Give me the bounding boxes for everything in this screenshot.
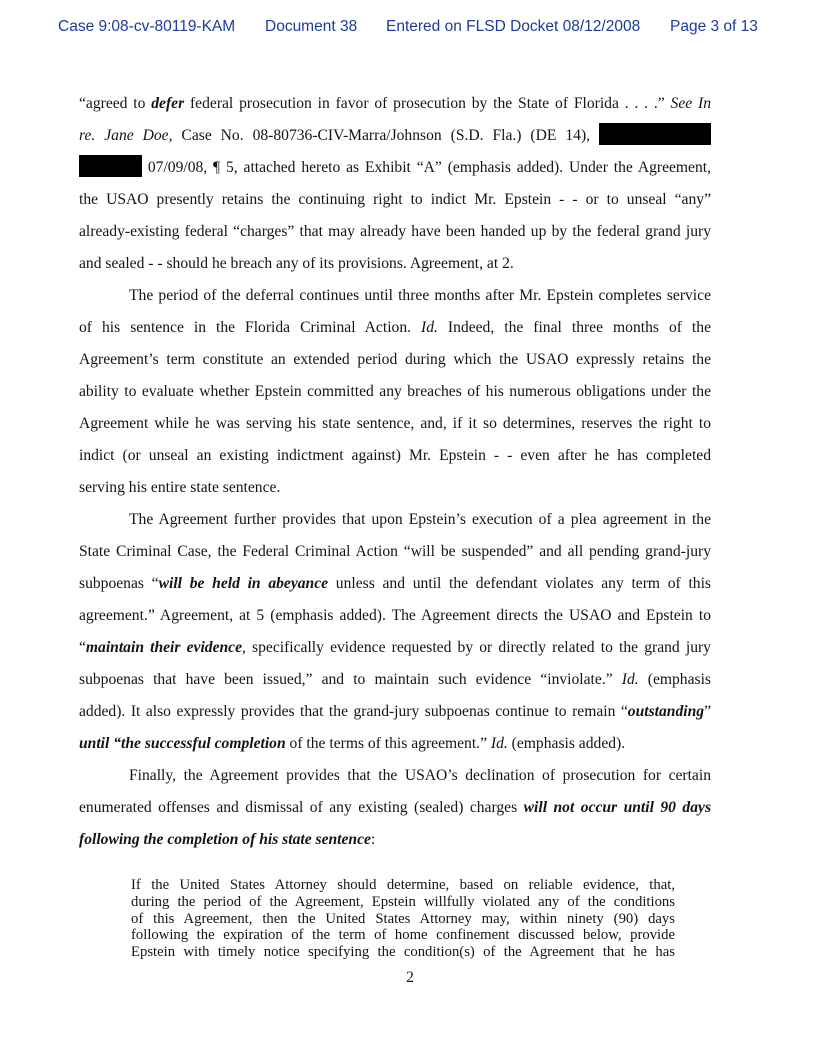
p2-line-5: Agreement while he was serving his state sentence, and, if it so determines, reserves the right to — [79, 415, 711, 432]
p3-line-4: agreement.” Agreement, at 5 (emphasis added). The Agreement directs the USAO and Epstein to — [79, 607, 711, 624]
quote-line: following the expiration of the term of home confinement discussed below, provide — [131, 927, 675, 944]
p3-line-6: subpoenas that have been issued,” and to maintain such evidence “inviolate.” Id. (emphasis — [79, 671, 711, 688]
p2-line-1: The period of the deferral continues until three months after Mr. Epstein completes service — [129, 287, 711, 304]
redaction-block — [79, 155, 142, 177]
p3-line-5: “maintain their evidence, specifically evidence requested by or directly related to the grand jury — [79, 639, 711, 656]
p1-line-4: the USAO presently retains the continuing right to indict Mr. Epstein - - or to unseal “any” — [79, 191, 711, 208]
p4-line-1: Finally, the Agreement provides that the USAO’s declination of prosecution for certain — [129, 767, 711, 784]
body-text — [79, 88, 711, 856]
p4-line-3: following the completion of his state sentence: — [79, 831, 376, 848]
p3-line-3: subpoenas “will be held in abeyance unless and until the defendant violates any term of this — [79, 575, 711, 592]
p1-line-2: re. Jane Doe, Case No. 08-80736-CIV-Marra/Johnson (S.D. Fla.) (DE 14), — [79, 120, 711, 152]
p1-line-1: “agreed to defer federal prosecution in favor of prosecution by the State of Florida . . . .” See In — [79, 95, 711, 112]
quote-line: If the United States Attorney should determine, based on reliable evidence, that, — [131, 877, 675, 893]
p2-line-2: of his sentence in the Florida Criminal Action. Id. Indeed, the final three months of the — [79, 319, 711, 336]
page-number: 2 — [406, 969, 414, 986]
block-quote — [131, 877, 675, 961]
p3-line-8: until “the successful completion of the terms of this agreement.” Id. (emphasis added). — [79, 735, 626, 752]
page-count: Page 3 of 13 — [670, 18, 758, 35]
quote-line: during the period of the Agreement, Epstein willfully violated any of the conditions — [131, 893, 675, 910]
docket-entry: Entered on FLSD Docket 08/12/2008 — [386, 18, 641, 35]
quote-line: Epstein with timely notice specifying the condition(s) of the Agreement that he has — [131, 944, 675, 961]
case-number: Case 9:08-cv-80119-KAM — [58, 18, 236, 35]
quote-line: of this Agreement, then the United States Attorney may, within ninety (90) days — [131, 910, 675, 927]
p1-line-3: 07/09/08, ¶ 5, attached hereto as Exhibit “A” (emphasis added). Under the Agreement, — [79, 152, 711, 184]
p3-line-7: added). It also expressly provides that the grand-jury subpoenas continue to remain “outstanding” — [79, 703, 711, 720]
p2-line-6: indict (or unseal an existing indictment against) Mr. Epstein - - even after he has completed — [79, 447, 711, 464]
p3-line-1: The Agreement further provides that upon Epstein’s execution of a plea agreement in the — [129, 511, 711, 528]
p2-line-3: Agreement’s term constitute an extended period during which the USAO expressly retains the — [79, 351, 711, 368]
redaction-block — [599, 123, 711, 145]
p3-line-2: State Criminal Case, the Federal Criminal Action “will be suspended” and all pending grand-jury — [79, 543, 711, 560]
p1-line-5: already-existing federal “charges” that may already have been handed up by the federal grand jury — [79, 223, 711, 240]
p1-line-6: and sealed - - should he breach any of its provisions. Agreement, at 2. — [79, 255, 514, 272]
docket-header — [0, 18, 820, 38]
p2-line-4: ability to evaluate whether Epstein committed any breaches of his numerous obligations under the — [79, 383, 711, 400]
p2-line-7: serving his entire state sentence. — [79, 479, 281, 496]
document-number: Document 38 — [265, 18, 358, 35]
p4-line-2: enumerated offenses and dismissal of any existing (sealed) charges will not occur until 90 days — [79, 799, 712, 816]
